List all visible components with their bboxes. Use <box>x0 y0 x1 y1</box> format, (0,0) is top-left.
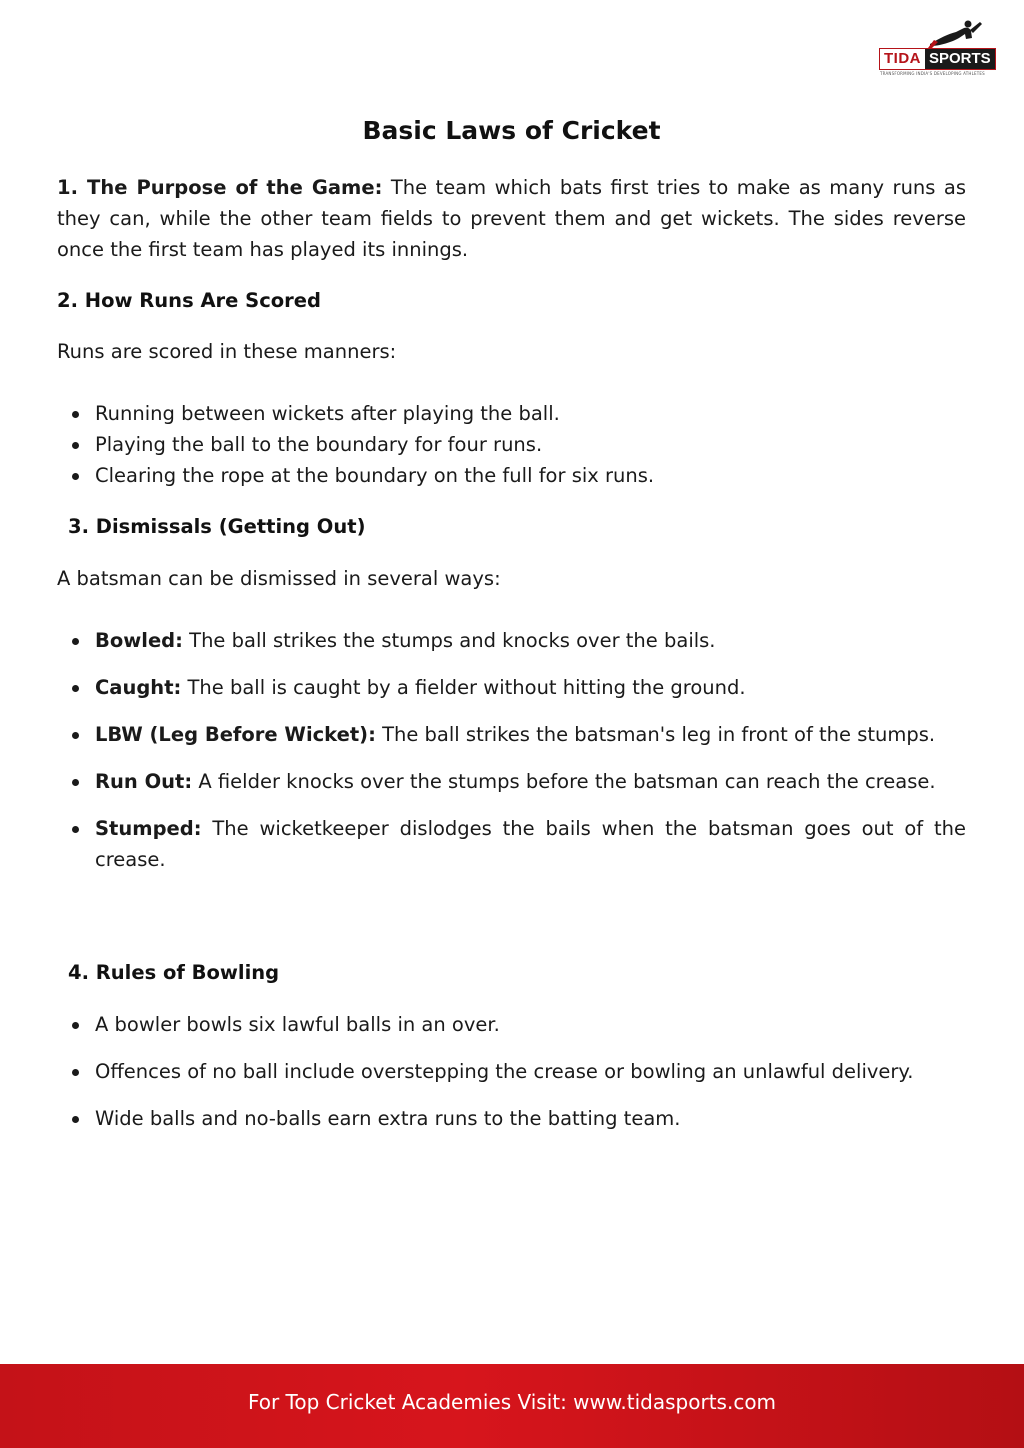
footer-banner <box>0 1364 1024 1448</box>
term: LBW (Leg Before Wicket): <box>95 723 376 746</box>
bowling-heading: 4. Rules of Bowling <box>68 961 280 984</box>
brand-part-tida: TIDA <box>880 49 925 69</box>
purpose-paragraph <box>57 172 966 265</box>
list-item <box>57 672 966 703</box>
brand-logo <box>874 18 998 76</box>
dismissals-intro: A batsman can be dismissed in several ways: <box>57 567 501 590</box>
dismissals-heading: 3. Dismissals (Getting Out) <box>68 515 366 538</box>
purpose-heading: 1. The Purpose of the Game: <box>57 176 383 199</box>
brand-part-sports: SPORTS <box>925 49 995 69</box>
list-item: Clearing the rope at the boundary on the full for six runs. <box>57 460 966 491</box>
list-item <box>57 813 966 875</box>
brand-wordmark <box>879 48 996 70</box>
list-item: A bowler bowls six lawful balls in an over. <box>57 1009 966 1040</box>
brand-tagline: TRANSFORMING INDIA'S DEVELOPING ATHLETES <box>880 71 985 76</box>
runs-heading: 2. How Runs Are Scored <box>57 289 321 312</box>
definition: The ball is caught by a fielder without hitting the ground. <box>181 676 746 699</box>
term: Bowled: <box>95 629 183 652</box>
bowling-list <box>57 1009 966 1150</box>
term: Stumped: <box>95 817 202 840</box>
dismissals-list <box>57 625 966 891</box>
purpose-text: The team which bats first tries to make as many runs as they can, while the other team fields to prevent them and get wickets. The sides reverse once the first team has played its innings. <box>57 176 967 261</box>
definition: The ball strikes the batsman's leg in front of the stumps. <box>375 723 936 746</box>
runs-list <box>57 398 966 491</box>
term: Run Out: <box>95 770 193 793</box>
athlete-silhouette-icon <box>926 18 986 50</box>
list-item: Wide balls and no-balls earn extra runs to the batting team. <box>57 1103 966 1134</box>
definition: A fielder knocks over the stumps before the batsman can reach the crease. <box>192 770 936 793</box>
footer-link-text[interactable]: For Top Cricket Academies Visit: www.tidasports.com <box>247 1390 777 1414</box>
list-item: Running between wickets after playing the ball. <box>57 398 966 429</box>
definition: The ball strikes the stumps and knocks over the bails. <box>182 629 716 652</box>
list-item: Offences of no ball include overstepping the crease or bowling an unlawful delivery. <box>57 1056 966 1087</box>
page-title: Basic Laws of Cricket <box>362 116 661 145</box>
list-item <box>57 719 966 750</box>
list-item <box>57 625 966 656</box>
definition: The wicketkeeper dislodges the bails when the batsman goes out of the crease. <box>95 817 966 871</box>
term: Caught: <box>95 676 182 699</box>
list-item <box>57 766 966 797</box>
list-item: Playing the ball to the boundary for four runs. <box>57 429 966 460</box>
runs-intro: Runs are scored in these manners: <box>57 340 397 363</box>
